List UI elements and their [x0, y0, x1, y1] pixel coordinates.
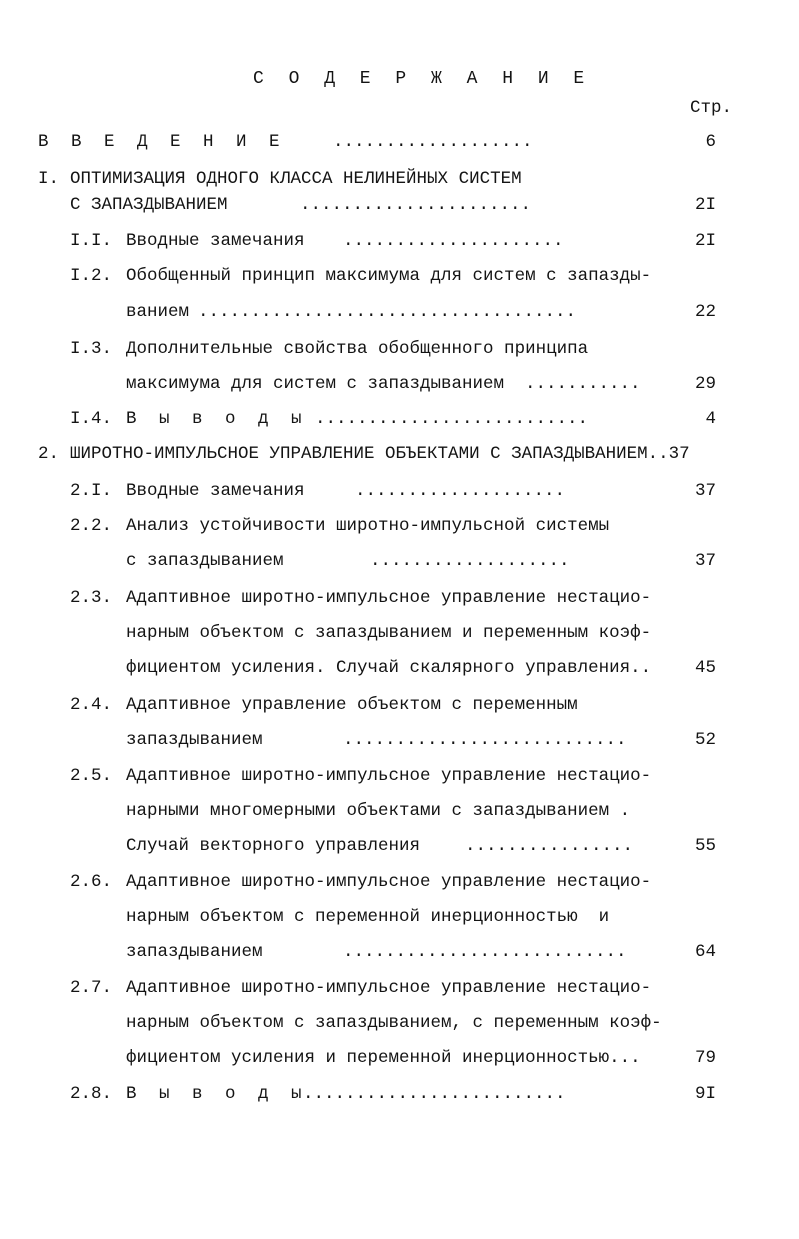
toc-entry-page: 79 [694, 1048, 716, 1068]
toc-entry-number: 2.5. [70, 766, 113, 786]
toc-entry-title: Анализ устойчивости широтно-импульсной системы [126, 516, 610, 536]
toc-entry-dots: .................... [355, 481, 566, 501]
toc-entry-page: 45 [694, 658, 716, 678]
toc-entry-dots: ................... [333, 132, 533, 152]
toc-entry-number: 2.6. [70, 872, 113, 892]
toc-entry-title: Адаптивное широтно-импульсное управление нестацио- [126, 766, 652, 786]
toc-entry-dots: ........... [525, 374, 641, 394]
toc-entry-page: 22 [694, 302, 716, 322]
toc-entry-title: Обобщенный принцип максимума для систем с запазды- [126, 266, 652, 286]
toc-entry-dots: ................ [465, 836, 634, 856]
toc-entry-page: 52 [694, 730, 716, 750]
toc-entry-title-cont: максимума для систем с запаздыванием [126, 374, 505, 394]
toc-entry-title-cont: фициентом усиления. Случай скалярного управления.. [126, 658, 652, 678]
toc-entry-title-cont: нарным объектом с запаздыванием, с переменным коэф- [126, 1013, 662, 1033]
toc-entry-title-cont: с запаздыванием [126, 551, 284, 571]
toc-entry-title: В ы в о д ы [126, 1084, 308, 1104]
toc-entry-page: 37 [694, 551, 716, 571]
toc-entry-title-cont: нарным объектом с переменной инерционностью и [126, 907, 610, 927]
toc-entry-title-cont: нарным объектом с запаздыванием и переменным коэф- [126, 623, 652, 643]
toc-entry-page: 6 [705, 132, 716, 152]
toc-entry-title-cont: фициентом усиления и переменной инерционностью... [126, 1048, 641, 1068]
toc-entry-dots: .......................... [315, 409, 589, 429]
toc-entry-number: 2.7. [70, 978, 113, 998]
toc-entry-dots: ..................... [343, 231, 564, 251]
toc-entry-title-cont: С ЗАПАЗДЫВАНИЕМ [70, 195, 228, 215]
toc-entry-page: 2I [694, 231, 716, 251]
toc-entry-number: 2.4. [70, 695, 113, 715]
page-title: С О Д Е Р Ж А Н И Е [253, 69, 592, 89]
toc-entry-title-cont: запаздыванием [126, 942, 263, 962]
toc-entry-page: 64 [694, 942, 716, 962]
toc-entry-title-cont: Случай векторного управления [126, 836, 421, 856]
toc-entry-number: 2.2. [70, 516, 113, 536]
toc-entry-dots: ...................... [300, 195, 532, 215]
toc-entry-title: ОПТИМИЗАЦИЯ ОДНОГО КЛАССА НЕЛИНЕЙНЫХ СИСТЕМ [70, 169, 522, 189]
toc-entry-number: 2. [38, 444, 60, 464]
toc-entry-page: 9I [694, 1084, 716, 1104]
toc-entry-title: ШИРОТНО-ИМПУЛЬСНОЕ УПРАВЛЕНИЕ ОБЪЕКТАМИ С ЗАПАЗДЫВАНИЕМ..37 [70, 444, 690, 464]
toc-entry-title-cont: нарными многомерными объектами с запаздыванием . [126, 801, 631, 821]
toc-entry-page: 29 [694, 374, 716, 394]
toc-entry-title: Вводные замечания [126, 231, 305, 251]
toc-entry-title-cont: ванием [126, 302, 190, 322]
toc-entry-dots: ................... [370, 551, 570, 571]
toc-entry-number: I.2. [70, 266, 113, 286]
toc-entry-title-cont: запаздыванием [126, 730, 263, 750]
toc-entry-title: Адаптивное широтно-импульсное управление нестацио- [126, 978, 652, 998]
toc-entry-title: В В Е Д Е Н И Е [38, 132, 286, 152]
toc-entry-dots: ........................... [343, 942, 627, 962]
toc-entry-dots: ......................... [303, 1084, 566, 1104]
toc-entry-number: 2.3. [70, 588, 113, 608]
toc-entry-number: I.I. [70, 231, 113, 251]
toc-entry-title: Адаптивное широтно-импульсное управление нестацио- [126, 872, 652, 892]
toc-entry-title: Дополнительные свойства обобщенного принципа [126, 339, 589, 359]
page-column-header: Стр. [690, 98, 733, 118]
toc-entry-number: I. [38, 169, 60, 189]
toc-entry-title: Адаптивное широтно-импульсное управление нестацио- [126, 588, 652, 608]
toc-entry-page: 37 [694, 481, 716, 501]
toc-entry-page: 55 [694, 836, 716, 856]
toc-entry-title: Адаптивное управление объектом с переменным [126, 695, 578, 715]
toc-entry-number: 2.I. [70, 481, 113, 501]
toc-entry-title: В ы в о д ы [126, 409, 308, 429]
toc-entry-title: Вводные замечания [126, 481, 305, 501]
toc-entry-number: I.3. [70, 339, 113, 359]
toc-entry-number: 2.8. [70, 1084, 113, 1104]
toc-entry-page: 4 [705, 409, 716, 429]
toc-entry-dots: ........................... [343, 730, 627, 750]
toc-entry-page: 2I [694, 195, 716, 215]
toc-entry-dots: .................................... [198, 302, 577, 322]
toc-entry-number: I.4. [70, 409, 113, 429]
